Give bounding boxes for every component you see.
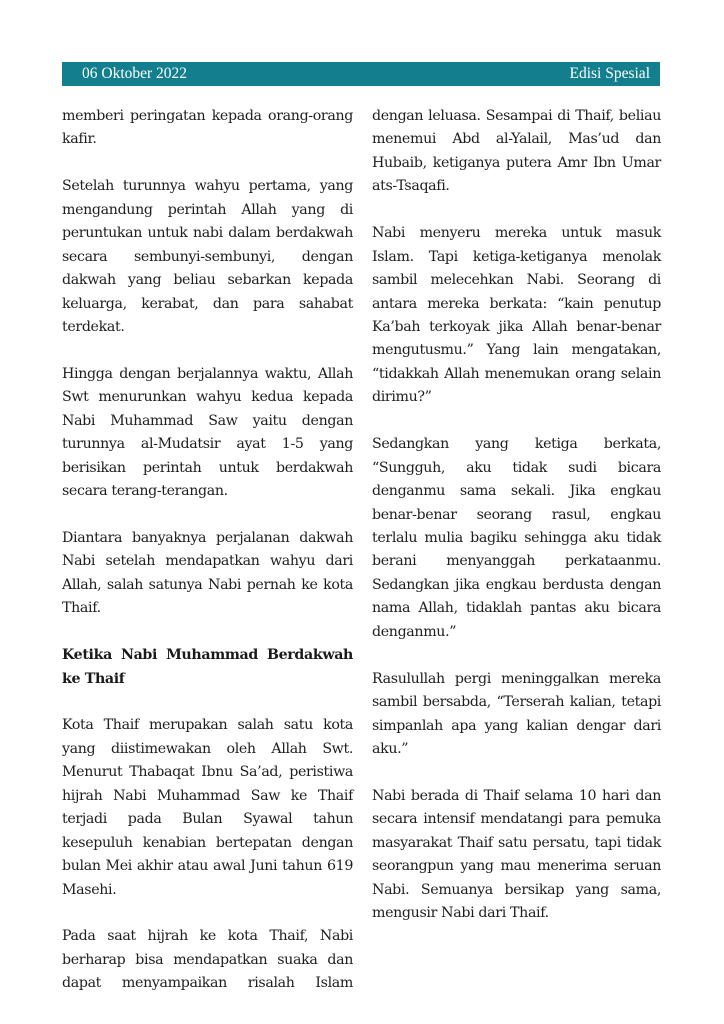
right-column bbox=[372, 105, 661, 949]
paragraph: Kota Thaif merupakan salah satu kota yang diistimewakan oleh Allah Swt. Menurut Thabaqat Ibnu Sa’ad, peristiwa hijrah Nabi Muhammad Saw ke Thaif terjadi pada Bulan Syawal tahun kesepuluh kenabian bertepatan dengan bulan Mei akhir atau awal Juni tahun 619 Masehi. bbox=[62, 717, 353, 898]
paragraph: Setelah turunnya wahyu pertama, yang mengandung perintah Allah yang di peruntukan untuk nabi dalam berdakwah secara sembunyi-sembunyi, dengan dakwah yang beliau sebarkan kepada keluarga, kerabat, dan para sahabat terdekat. bbox=[62, 178, 353, 336]
section-heading: Ketika Nabi Muhammad Berdakwah ke Thaif bbox=[62, 647, 353, 687]
paragraph: Nabi berada di Thaif selama 10 hari dan secara intensif mendatangi para pemuka masyarakat Thaif satu persatu, tapi tidak seorangpun yang mau menerima seruan Nabi. Semuanya bersikap yang sama, mengusir Nabi dari Thaif. bbox=[372, 787, 661, 922]
issue-date: 06 Oktober 2022 bbox=[82, 65, 188, 82]
paragraph: memberi peringatan kepada orang-orang kafir. bbox=[62, 108, 353, 148]
edition-label: Edisi Spesial bbox=[569, 65, 650, 82]
paragraph: dengan leluasa. Sesampai di Thaif, beliau menemui Abd al-Yalail, Mas’ud dan Hubaib, ketiganya putera Amr Ibn Umar ats-Tsaqafi. bbox=[372, 108, 661, 195]
paragraph: Sedangkan yang ketiga berkata, “Sungguh, aku tidak sudi bicara denganmu sama sekali. Jika engkau benar-benar seorang rasul, engkau terlalu mulia bagiku sehingga aku tidak berani menyanggah perkataanmu. Sedangkan jika engkau berdusta dengan nama Allah, tidaklah pantas aku bicara denganmu.” bbox=[372, 436, 661, 640]
paragraph: Rasulullah pergi meninggalkan mereka sambil bersabda, “Terserah kalian, tetapi simpanlah apa yang kalian dengar dari aku.” bbox=[372, 670, 661, 758]
left-column bbox=[62, 105, 353, 1019]
header-bar bbox=[62, 62, 660, 86]
paragraph: Pada saat hijrah ke kota Thaif, Nabi berharap bisa mendapatkan suaka dan dapat menyampaikan risalah Islam bbox=[62, 928, 353, 992]
paragraph: Diantara banyaknya perjalanan dakwah Nabi setelah mendapatkan wahyu dari Allah, salah satunya Nabi pernah ke kota Thaif. bbox=[62, 529, 353, 617]
paragraph: Hingga dengan berjalannya waktu, Allah Swt menurunkan wahyu kedua kepada Nabi Muhammad Saw yaitu dengan turunnya al-Mudatsir ayat 1-5 yang berisikan perintah untuk berdakwah secara terang-terangan. bbox=[62, 365, 353, 500]
paragraph: Nabi menyeru mereka untuk masuk Islam. Tapi ketiga-ketiganya menolak sambil melecehkan Nabi. Seorang di antara mereka berkata: “kain penutup Ka’bah terkoyak jika Allah benar-benar mengutusmu.” Yang lain mengatakan, “tidakkah Allah menemukan orang selain dirimu?” bbox=[372, 225, 661, 406]
